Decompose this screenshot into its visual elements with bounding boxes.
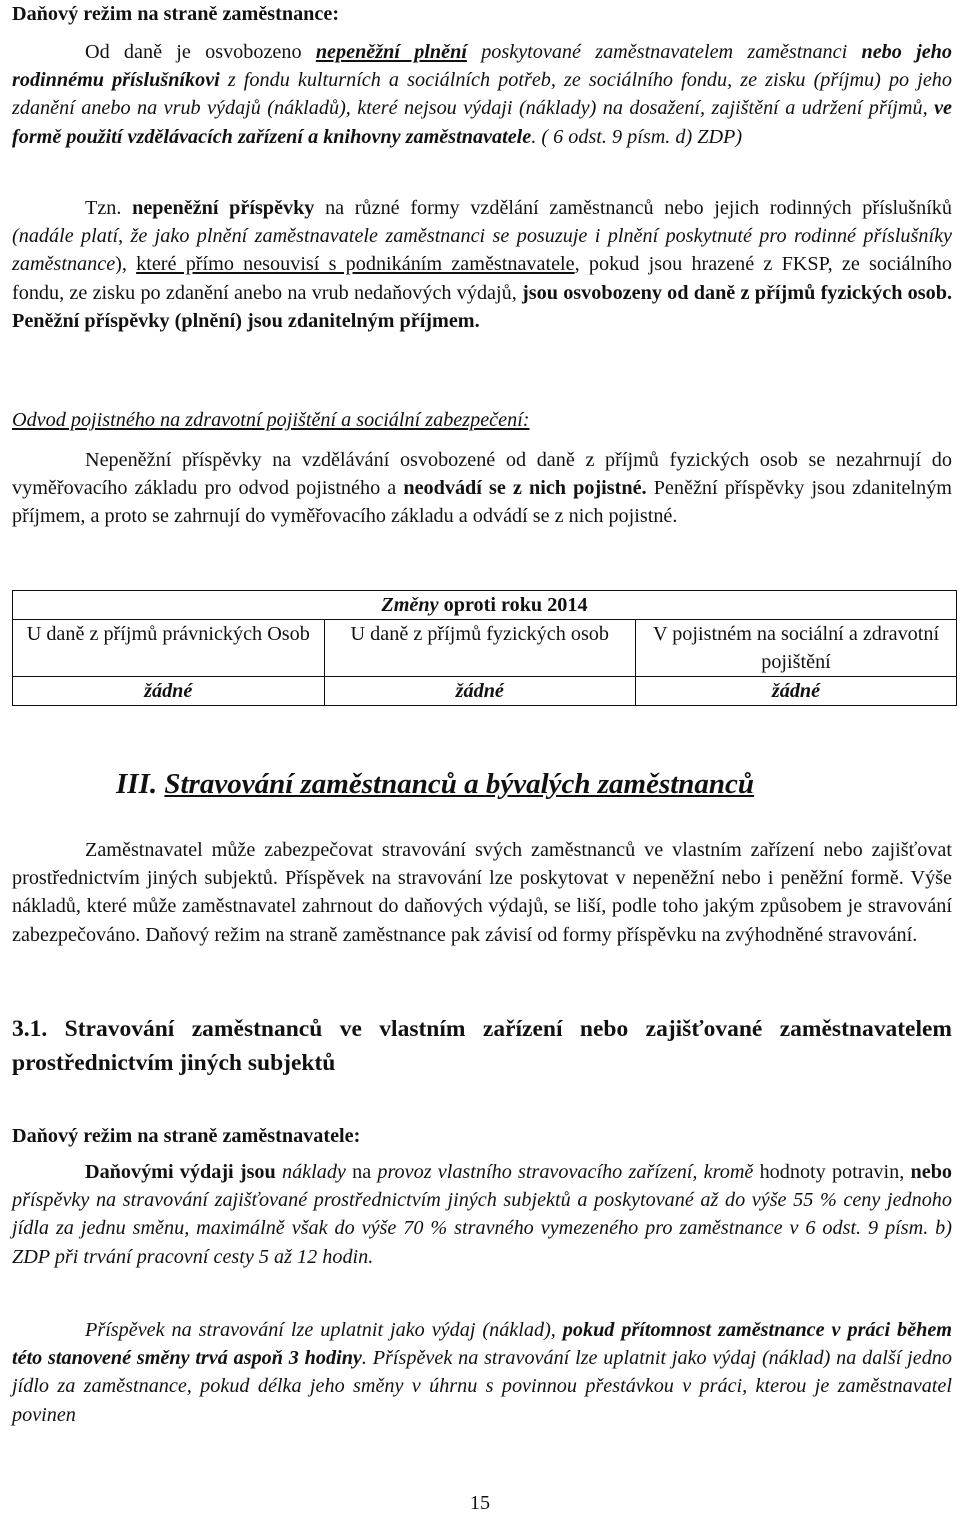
heading-employer-tax: Daňový režim na straně zaměstnavatele: xyxy=(12,1125,361,1147)
paragraph-tax-expenses: Daňovými výdaji jsou náklady na provoz vlastního stravovacího zařízení, kromě hodnoty potravin, nebo příspěvky na stravování zajišťované prostřednictvím jiných subjektů a poskytované až do výše 55 % ceny jednoho jídla za jednu směnu, maximálně však do výše 70 % stravného vymezeného pro zaměstnance v 6 odst. 9 písm. b) ZDP při trvání pracovní cesty 5 až 12 hodin. xyxy=(12,1161,953,1268)
value-natural-persons: žádné xyxy=(324,677,636,706)
paragraph-allowance: Příspěvek na stravování lze uplatnit jako výdaj (náklad), pokud přítomnost zaměstnance v práci během této stanovené směny trvá aspoň 3 hodiny. Příspěvek na stravování lze uplatnit jako výdaj (náklad) na další jedno jídlo za zaměstnance, pokud délka jeho směny v úhrnu s povinnou přestávkou v práci, kterou je zaměstnavatel povinen xyxy=(12,1319,952,1426)
value-legal-persons: žádné xyxy=(13,677,325,706)
heading-insurance: Odvod pojistného na zdravotní pojištění a sociální zabezpečení: xyxy=(12,409,530,431)
header-insurance: V pojistném na sociální a zdravotní pojištění xyxy=(636,620,957,677)
table-title-row xyxy=(13,591,957,620)
header-natural-persons: U daně z příjmů fyzických osob xyxy=(324,620,636,677)
paragraph-non-monetary: Tzn. nepeněžní příspěvky na různé formy vzdělání zaměstnanců nebo jejich rodinných příslušníků (nadále platí, že jako plnění zaměstnavatele zaměstnanci se posuzuje i plnění poskytnuté pro rodinné příslušníky zaměstnance), které přímo nesouvisí s podnikáním zaměstnavatele, pokud jsou hrazené z FKSP, ze sociálního fondu, ze zisku po zdanění anebo na vrub nedaňových výdajů, jsou osvobozeny od daně z příjmů fyzických osob. Peněžní příspěvky (plnění) jsou zdanitelným příjmem. xyxy=(12,197,952,332)
subsection-title: 3.1. Stravování zaměstnanců ve vlastním zařízení nebo zajišťované zaměstnavatelem prostřednictvím jiných subjektů xyxy=(12,1016,952,1076)
table-title: Změny oproti roku 2014 xyxy=(13,591,957,620)
paragraph-catering-intro: Zaměstnavatel může zabezpečovat stravování svých zaměstnanců ve vlastním zařízení nebo zajišťovat prostřednictvím jiných subjektů. Příspěvek na stravování lze poskytovat v nepeněžní nebo i peněžní formě. Výše nákladů, které může zaměstnavatel zahrnout do daňových výdajů, se liší, podle toho jakým způsobem je stravování zabezpečováno. Daňový režim na straně zaměstnance pak závisí od formy příspěvku na zvýhodněné stravování. xyxy=(12,839,952,946)
changes-table xyxy=(12,590,957,706)
value-insurance: žádné xyxy=(636,677,957,706)
page-number: 15 xyxy=(469,1492,491,1514)
paragraph-insurance: Nepeněžní příspěvky na vzdělávání osvobozené od daně z příjmů fyzických osob se nezahrnují do vyměřovacího základu pro odvod pojistného a neodvádí se z nich pojistné. Peněžní příspěvky jsou zdanitelným příjmem, a proto se zahrnují do vyměřovacího základu a odvádí se z nich pojistné. xyxy=(12,449,952,528)
paragraph-exemption: Od daně je osvobozeno nepeněžní plnění poskytované zaměstnavatelem zaměstnanci nebo jeho rodinnému příslušníkovi z fondu kulturních a sociálních potřeb, ze sociálního fondu, ze zisku (příjmu) po jeho zdanění anebo na vrub výdajů (nákladů), které nejsou výdaji (náklady) na dosažení, zajištění a udržení příjmů, ve formě použití vzdělávacích zařízení a knihovny zaměstnavatele. ( 6 odst. 9 písm. d) ZDP) xyxy=(12,41,952,148)
table-values-row xyxy=(13,677,957,706)
heading-employee-tax: Daňový režim na straně zaměstnance: xyxy=(12,3,340,25)
section-title: III. Stravování zaměstnanců a bývalých zaměstnanců xyxy=(116,768,755,800)
table-header-row xyxy=(13,620,957,677)
header-legal-persons: U daně z příjmů právnických Osob xyxy=(13,620,325,677)
